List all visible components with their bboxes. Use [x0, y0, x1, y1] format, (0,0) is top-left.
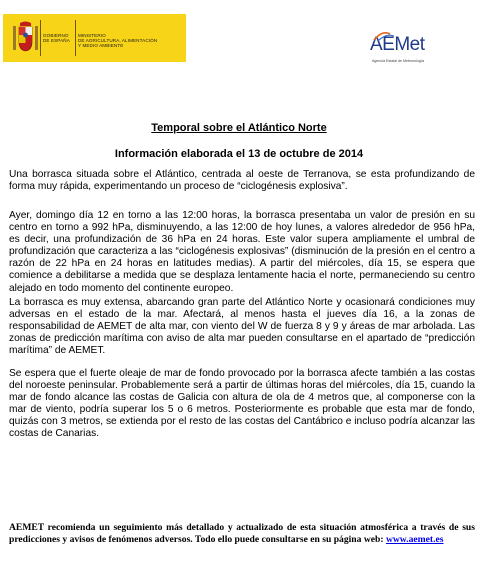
paragraph-1: Una borrasca situada sobre el Atlántico, centrada al oeste de Terranova, se esta profundizando de forma muy rápida, experimentando un proceso de “ciclogénesis explosiva”.	[9, 169, 475, 193]
coat-of-arms-icon	[12, 20, 39, 54]
government-logo	[3, 14, 186, 62]
paragraph-2: Ayer, domingo día 12 en torno a las 12:00 horas, la borrasca presentaba un valor de presión en su centro en torno a 992 hPa, disminuyendo, a las 12:00 de hoy lunes, a valores alrededor de 956 hPa, es decir, una profundización de 36 hPa en 24 horas. Este valor supera ampliamente el umbral de profundización que caracteriza a las “ciclogénesis explosivas” (disminución de la presión en el centro a razón de 22 hPa en 24 horas en latitudes medias). A partir del miércoles, día 15, se espera que comience a debilitarse a medida que se desplaza lentamente hacia el norte, permaneciendo su centro alejado en todo momento del continente europeo.	[9, 210, 475, 294]
aemet-subtitle: Agencia Estatal de Meteorología	[372, 59, 424, 63]
government-name: GOBIERNO DE ESPAÑA	[43, 33, 70, 44]
logo-divider	[40, 20, 41, 56]
logo-divider	[75, 20, 76, 56]
document-header	[0, 0, 478, 64]
aemet-logo-text: AEMet	[370, 34, 425, 55]
paragraph-4: Se espera que el fuerte oleaje de mar de fondo provocado por la borrasca afecte también a las costas del noroeste peninsular. Probablemente será a partir de últimas horas del miércoles, día 15, cuando la mar de fondo alcance las costas de Galicia con altura de ola de 4 metros que, al componerse con la mar de viento, podría superar los 5 o 6 metros. Posteriormente es probable que esta mar de fondo, quizás con 3 metros, se extienda por el resto de las costas del Cantábrico e incluso podría alcanzar las costas de Canarias.	[9, 368, 475, 440]
document-title: Temporal sobre el Atlántico Norte	[151, 122, 327, 134]
paragraph-3: La borrasca es muy extensa, abarcando gran parte del Atlántico Norte y ocasionará condiciones muy adversas en el estado de la mar. Afectará, al menos hasta el jueves día 16, a la zonas de responsabilidad de AEMET de alta mar, con viento del W de fuerza 8 y 9 y áreas de mar arbolada. Las zonas de predicción marítima con aviso de alta mar pueden consultarse en el apartado de “predicción marítima” de AEMET.	[9, 297, 475, 357]
footer-text: AEMET recomienda un seguimiento más detallado y actualizado de esta situación atmosférica a través de sus predicciones y avisos de fenómenos adversos. Todo ello puede consultarse en su página web:	[9, 522, 475, 545]
aemet-logo-swoosh-icon	[372, 30, 402, 42]
ministry-name: MINISTERIO DE AGRICULTURA, ALIMENTACIÓN Y MEDIO AMBIENTE	[78, 33, 158, 49]
document-subtitle: Información elaborada el 13 de octubre de 2014	[114, 148, 364, 160]
aemet-website-link[interactable]: www.aemet.es	[385, 534, 444, 545]
footer-note	[9, 522, 475, 546]
